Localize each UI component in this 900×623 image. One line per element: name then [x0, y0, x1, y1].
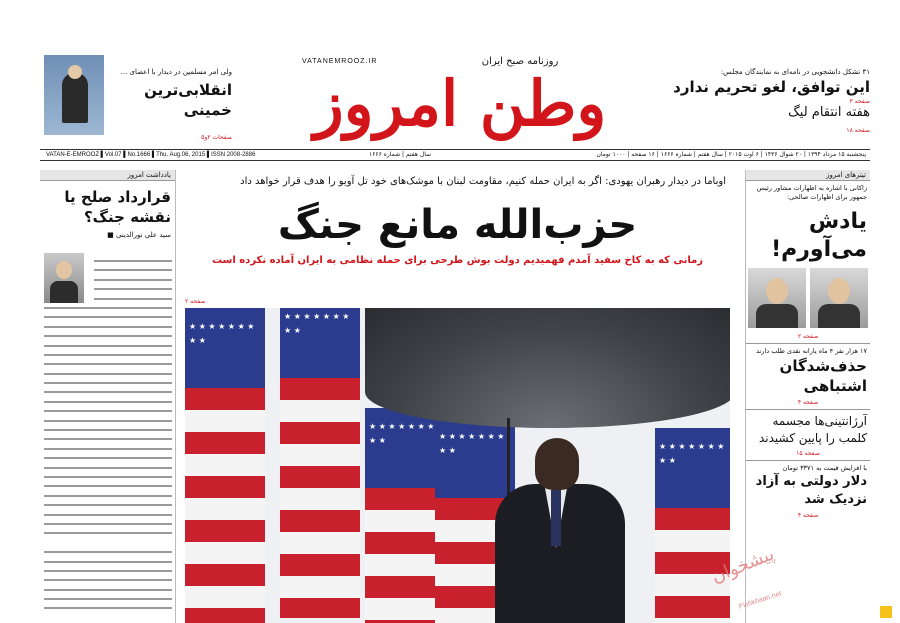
flag-image [280, 308, 360, 618]
headline-4-kicker: با افزایش قیمت به ۳۳۷۱ تومان [782, 464, 867, 472]
text-line [44, 547, 172, 556]
corner-marker [880, 606, 892, 618]
text-line [44, 369, 172, 378]
headline-4-page-ref: صفحه ۴ [797, 512, 819, 519]
text-line [44, 566, 172, 575]
text-line [44, 528, 172, 537]
text-line [44, 341, 172, 350]
text-line [44, 538, 172, 547]
umbrella [365, 308, 730, 428]
right-teaser-headline[interactable]: این توافق، لغو تحریم ندارد [673, 78, 870, 96]
flag-image [365, 408, 445, 623]
column-label: یادداشت امروز [40, 170, 175, 181]
text-line [44, 519, 172, 528]
left-teaser-headline[interactable]: انقلابی‌ترین خمینی [144, 81, 232, 119]
text-line [44, 463, 172, 472]
text-line [44, 397, 172, 406]
headline-2[interactable]: حذف‌شدگان اشتباهی [779, 357, 867, 395]
website-url[interactable]: VATANEMROOZ.IR [302, 58, 378, 65]
text-line [44, 312, 172, 321]
headline-2-page-ref: صفحه ۴ [797, 399, 819, 406]
text-line [44, 434, 172, 443]
text-line [44, 481, 172, 490]
text-line [44, 322, 172, 331]
lead-subhead: زمانی که به کاخ سفید آمدم فهمیدیم دولت بوش طرحی برای حمله نظامی به ایران آماده نکرده است [211, 255, 704, 266]
masthead [40, 50, 870, 150]
flag-image [185, 308, 265, 623]
watermark-url: Pishkhaan.net [738, 590, 783, 611]
divider [746, 343, 870, 344]
text-line [44, 416, 172, 425]
text-line [44, 425, 172, 434]
left-teaser-kicker: ولی امر مسلمین در دیدار با اعضای ... [120, 68, 232, 76]
text-line [44, 594, 172, 603]
issue-info-bar [40, 149, 870, 161]
text-line [44, 453, 172, 462]
right-teaser-headline-2[interactable]: هفته انتقام لیگ [788, 105, 870, 120]
headline-2-kicker: ۱۷ هزار نفر ۴ ماه یارانه نقدی طلب دارند [756, 347, 867, 355]
lead-page-ref: صفحه ۲ [185, 298, 206, 305]
divider [746, 460, 870, 461]
text-line [44, 603, 172, 612]
text-line [44, 500, 172, 509]
text-line [44, 265, 172, 274]
left-teaser-page-ref: صفحات ۲و۵ [201, 134, 232, 141]
divider [746, 409, 870, 410]
editorial-title[interactable]: قرارداد صلح یا نقشه جنگ؟ [64, 188, 171, 226]
text-line [44, 472, 172, 481]
issue-info-tag: سال هفتم | شماره ۱۶۶۶ [368, 151, 432, 158]
headline-1[interactable]: یادش می‌آورم! [771, 209, 867, 262]
text-line [44, 359, 172, 368]
text-line [44, 510, 172, 519]
issue-info-english: VATAN-E-EMROOZ ▌Vol.07 ▌No.1666 ▌Thu. Aug.06, 2015 ▌ISSN 2008-2886 [46, 152, 256, 158]
editorial-body-text [44, 256, 172, 613]
right-teaser-page-ref: صفحه ۳ [849, 98, 870, 105]
text-line [44, 294, 172, 303]
headline-1-kicker: زاکانی با اشاره به اظهارات مشاور رئیس جمهور برای اظهارات صالحی: [756, 184, 867, 201]
lead-headline[interactable]: حزب‌الله مانع جنگ [277, 202, 638, 248]
headline-3[interactable]: آرژانتینی‌ها مجسمه کلمب را پایین کشیدند [758, 414, 867, 445]
text-line [44, 331, 172, 340]
figure-body [62, 73, 88, 123]
text-line [44, 575, 172, 584]
headline-4[interactable]: دلار دولتی به آزاد نزدیک شد [755, 474, 867, 507]
text-line [44, 378, 172, 387]
lead-photo [185, 308, 730, 623]
issue-info-persian: پنجشنبه ۱۵ مرداد ۱۳۹۴ | ۲۰ شوال ۱۴۳۶ | ۶ اوت ۲۰۱۵ | سال هفتم | شماره ۱۶۶۶ | ۱۶ صفحه | ۱۰۰۰ تومان [596, 151, 866, 158]
text-line [44, 350, 172, 359]
text-line [44, 491, 172, 500]
portrait-photo [748, 268, 806, 328]
headline-3-page-ref: صفحه ۱۵ [796, 450, 820, 457]
text-line [44, 585, 172, 594]
editorial-author: سید علی نورالدینی ■ [107, 231, 171, 239]
text-line [44, 387, 172, 396]
right-teaser-page-ref-2: صفحه ۱۸ [846, 127, 870, 134]
leader-photo [44, 55, 104, 135]
column-label: تیترهای امروز [746, 170, 870, 181]
text-line [44, 557, 172, 566]
text-line [44, 284, 172, 293]
figure-head [68, 65, 82, 79]
watermark [700, 543, 810, 615]
headline-1-photos [746, 268, 870, 330]
text-line [44, 256, 172, 265]
person-figure [485, 438, 635, 623]
text-line [44, 444, 172, 453]
watermark-logo: پیشخوان [708, 543, 778, 588]
lead-kicker: اوباما در دیدار رهبران یهودی: اگر به ایران حمله کنیم، مقاومت لبنان با موشک‌های خود تل آویو را هدف قرار خواهد داد [240, 176, 726, 187]
text-line [44, 275, 172, 284]
lead-story [185, 170, 730, 623]
right-teaser-kicker: ۴۱ تشکل دانشجویی در نامه‌ای به نمایندگان مجلس: [720, 68, 870, 76]
editorial-column [40, 170, 176, 623]
headline-1-page-ref: صفحه ۲ [797, 333, 819, 340]
text-line [44, 303, 172, 312]
text-line [44, 406, 172, 415]
portrait-photo [810, 268, 868, 328]
logo-subtitle: روزنامه صبح ایران [481, 56, 559, 67]
newspaper-logo: وطن امروز [313, 67, 607, 140]
